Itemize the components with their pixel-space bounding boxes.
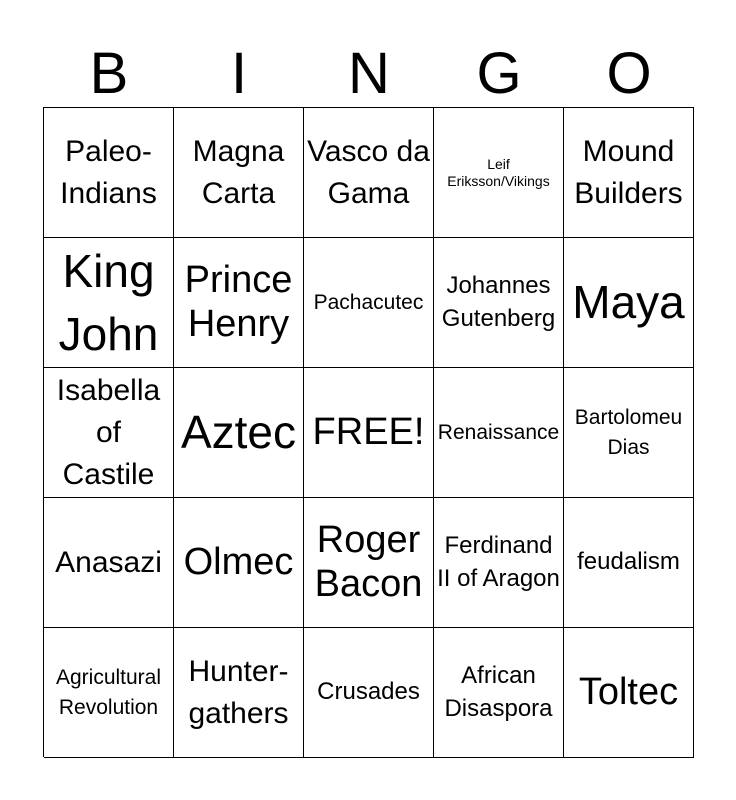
- bingo-cell[interactable]: [434, 108, 564, 238]
- bingo-cell[interactable]: [44, 498, 174, 628]
- cell-label: Renaissance: [437, 420, 560, 444]
- cell-label: Agricultural Revolution: [55, 666, 162, 719]
- bingo-cell[interactable]: [44, 628, 174, 758]
- header-letter-g: G: [476, 41, 522, 106]
- bingo-cell[interactable]: [434, 368, 564, 498]
- free-space-cell[interactable]: [304, 368, 434, 498]
- bingo-cell[interactable]: [304, 238, 434, 368]
- cell-label: Prince Henry: [184, 258, 293, 345]
- bingo-cell[interactable]: [174, 628, 304, 758]
- cell-label: Pachacutec: [313, 290, 424, 314]
- bingo-cell[interactable]: [434, 498, 564, 628]
- cell-label: King John: [58, 245, 159, 360]
- bingo-cell[interactable]: [564, 108, 694, 238]
- bingo-board: [43, 107, 694, 757]
- cell-label: Maya: [572, 276, 685, 329]
- cell-label: feudalism: [577, 548, 680, 576]
- bingo-cell[interactable]: [44, 238, 174, 368]
- bingo-cell[interactable]: [44, 368, 174, 498]
- cell-label: Mound Builders: [574, 134, 683, 210]
- bingo-cell[interactable]: [174, 498, 304, 628]
- bingo-header: [44, 40, 694, 108]
- cell-label: Vasco da Gama: [307, 134, 430, 210]
- bingo-cell[interactable]: [174, 238, 304, 368]
- bingo-cell[interactable]: [174, 368, 304, 498]
- header-letter-o: O: [606, 41, 652, 106]
- cell-label: Johannes Gutenberg: [441, 272, 556, 332]
- bingo-cell[interactable]: [564, 498, 694, 628]
- bingo-cell[interactable]: [434, 628, 564, 758]
- bingo-cell[interactable]: [304, 108, 434, 238]
- cell-label: Olmec: [183, 540, 294, 583]
- cell-label: Crusades: [317, 678, 420, 706]
- cell-label: Anasazi: [55, 545, 162, 579]
- bingo-cell[interactable]: [564, 368, 694, 498]
- free-space-label: FREE!: [312, 410, 425, 453]
- bingo-cell[interactable]: [564, 628, 694, 758]
- bingo-cell[interactable]: [564, 238, 694, 368]
- cell-label: Bartolomeu Dias: [574, 406, 683, 459]
- cell-label: Magna Carta: [192, 134, 285, 210]
- cell-label: Roger Bacon: [314, 518, 423, 605]
- cell-label: Paleo-Indians: [60, 134, 157, 210]
- cell-label: Hunter-gathers: [188, 654, 289, 730]
- header-letter-n: N: [348, 41, 390, 106]
- cell-label: Isabella of Castile: [56, 373, 161, 491]
- header-letter-i: I: [230, 41, 248, 106]
- bingo-cell[interactable]: [44, 108, 174, 238]
- bingo-cell[interactable]: [304, 498, 434, 628]
- cell-label: Aztec: [180, 406, 297, 459]
- bingo-cell[interactable]: [174, 108, 304, 238]
- cell-label: African Disaspora: [444, 662, 553, 722]
- cell-label: Ferdinand II of Aragon: [437, 532, 560, 592]
- header-letter-b: B: [89, 41, 129, 106]
- bingo-cell[interactable]: [434, 238, 564, 368]
- cell-label: Toltec: [578, 670, 679, 713]
- bingo-cell[interactable]: [304, 628, 434, 758]
- cell-label: Leif Eriksson/Vikings: [447, 155, 550, 189]
